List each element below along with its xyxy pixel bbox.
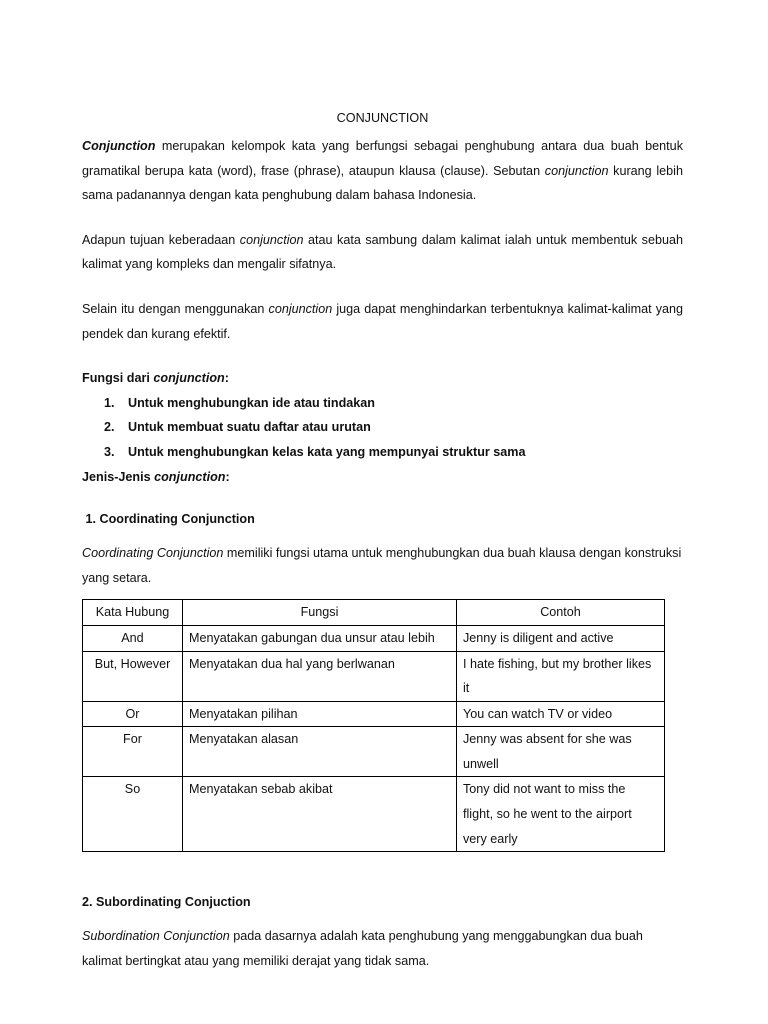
column-header: Kata Hubung xyxy=(83,600,183,626)
table-row xyxy=(83,651,665,701)
list-item: 1. Untuk menghubungkan ide atau tindakan xyxy=(104,395,375,410)
term-conjunction: Conjunction xyxy=(82,139,156,153)
subordinating-heading: 2. Subordinating Conjuction xyxy=(82,895,251,910)
intro-paragraph-2: Adapun tujuan keberadaan conjunction atau kata sambung dalam kalimat ialah untuk membentuk sebuah kalimat yang kompleks dan mengalir sifatnya. xyxy=(82,232,683,272)
table-cell: Menyatakan dua hal yang berlwanan xyxy=(183,651,457,701)
list-item: 3. Untuk menghubungkan kelas kata yang mempunyai struktur sama xyxy=(104,444,526,459)
intro-paragraph-3: Selain itu dengan menggunakan conjunction juga dapat menghindarkan terbentuknya kalimat-kalimat yang pendek dan kurang efektif. xyxy=(82,301,684,341)
page-title: CONJUNCTION xyxy=(336,111,429,125)
table-cell: For xyxy=(83,727,183,777)
fungsi-list xyxy=(82,391,683,465)
list-item: 2. Untuk membuat suatu daftar atau urutan xyxy=(104,420,371,435)
jenis-heading: Jenis-Jenis conjunction: xyxy=(82,469,230,484)
coordinating-heading: 1. Coordinating Conjunction xyxy=(82,512,255,527)
table-cell: Tony did not want to miss the flight, so he went to the airport very early xyxy=(457,777,665,852)
table-row xyxy=(83,727,665,777)
table-cell: Jenny was absent for she was unwell xyxy=(457,727,665,777)
table-row xyxy=(83,701,665,727)
table-header-row xyxy=(83,600,665,626)
table-cell: But, However xyxy=(83,651,183,701)
column-header: Fungsi xyxy=(183,600,457,626)
document-content xyxy=(82,110,683,973)
table-cell: I hate fishing, but my brother likes it xyxy=(457,651,665,701)
column-header: Contoh xyxy=(457,600,665,626)
fungsi-heading: Fungsi dari conjunction: xyxy=(82,371,229,386)
table-cell: And xyxy=(83,625,183,651)
table-cell: So xyxy=(83,777,183,852)
subordinating-description: Subordination Conjunction pada dasarnya adalah kata penghubung yang menggabungkan dua buah kalimat bertingkat atau yang memiliki derajat yang tidak sama. xyxy=(82,929,643,968)
coordinating-description: Coordinating Conjunction memiliki fungsi utama untuk menghubungkan dua buah klausa dengan konstruksi yang setara. xyxy=(82,546,682,585)
coordinating-table xyxy=(82,599,665,852)
table-row xyxy=(83,625,665,651)
intro-paragraph-1: Conjunction merupakan kelompok kata yang berfungsi sebagai penghubung antara dua buah bentuk gramatikal berupa kata (word), frase (phrase), ataupun klausa (clause). Sebutan conjunction kurang lebih sama padanannya dengan kata penghubung dalam bahasa Indonesia. xyxy=(82,139,683,203)
table-cell: Menyatakan sebab akibat xyxy=(183,777,457,852)
table-cell: Menyatakan alasan xyxy=(183,727,457,777)
table-cell: Menyatakan gabungan dua unsur atau lebih xyxy=(183,625,457,651)
table-cell: Jenny is diligent and active xyxy=(457,625,665,651)
table-cell: You can watch TV or video xyxy=(457,701,665,727)
table-row xyxy=(83,777,665,852)
table-cell: Menyatakan pilihan xyxy=(183,701,457,727)
table-cell: Or xyxy=(83,701,183,727)
